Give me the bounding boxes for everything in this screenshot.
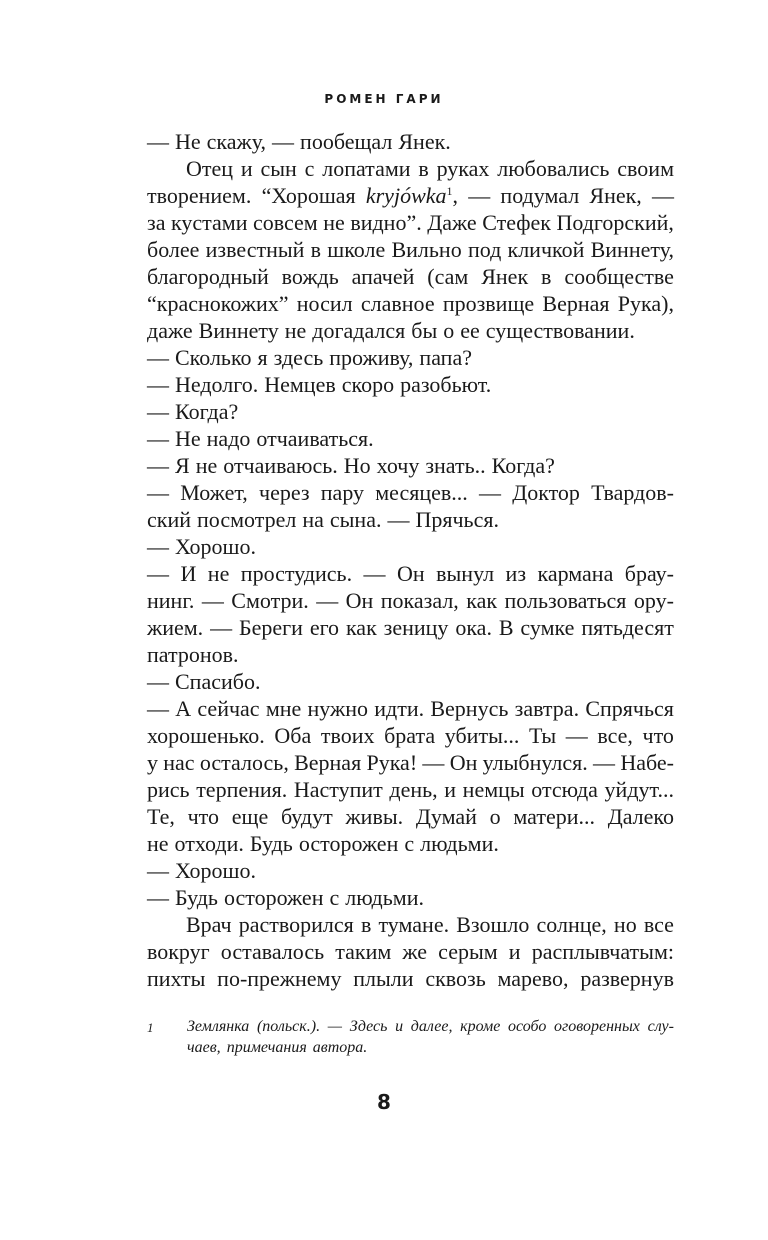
word: Не: [175, 129, 201, 154]
word: не: [195, 453, 218, 478]
word: Твардов-: [591, 480, 674, 505]
body-line: [147, 857, 674, 884]
body-line: [147, 722, 674, 749]
word: хочу: [376, 453, 420, 478]
body-line: [147, 452, 674, 479]
word: —: [210, 615, 233, 640]
word: оставалось: [220, 939, 325, 964]
word: с: [329, 885, 340, 910]
word: кроме: [460, 1018, 501, 1035]
page-number: 8: [377, 1090, 391, 1114]
word: Вильно: [391, 237, 462, 262]
body-line: [147, 398, 674, 425]
word: мне: [265, 696, 302, 721]
body-line: [147, 344, 674, 371]
word: с: [404, 831, 415, 856]
word: Янек,: [589, 183, 642, 208]
word: твоих: [320, 723, 375, 748]
word: Недолго.: [175, 372, 259, 397]
word: Когда?: [175, 399, 239, 424]
word: пользоваться: [504, 588, 627, 613]
word: Стефек: [482, 210, 551, 235]
word: автора.: [312, 1039, 368, 1056]
word: таким: [335, 939, 392, 964]
word: его: [309, 615, 340, 640]
word: тумане.: [378, 912, 450, 937]
word: осторожен: [223, 885, 324, 910]
word: —: [387, 507, 410, 532]
word: показал,: [380, 588, 459, 613]
body-line: [147, 884, 674, 911]
word: Далеко: [607, 804, 674, 829]
word: Даже: [427, 210, 477, 235]
word: Верная: [294, 750, 362, 775]
word: —: [272, 129, 295, 154]
word: Не: [175, 426, 201, 451]
word: И: [180, 561, 197, 586]
word: совсем: [252, 210, 318, 235]
word: из: [505, 561, 527, 586]
word: о: [443, 318, 455, 343]
word: кустами: [170, 210, 248, 235]
word: плыли: [353, 966, 414, 991]
word: в: [360, 912, 372, 937]
word: в: [418, 156, 429, 181]
word: проживу,: [329, 345, 414, 370]
word: —: [147, 885, 169, 910]
word: —: [147, 426, 169, 451]
word: и: [444, 777, 457, 802]
word: особо: [508, 1018, 547, 1035]
footnote-line: [187, 1016, 674, 1037]
word: вокруг: [147, 939, 210, 964]
word: простудись.: [240, 561, 353, 586]
word: и: [240, 156, 253, 181]
word: Но: [343, 453, 371, 478]
word: —: [593, 750, 616, 775]
word: пообещал: [300, 129, 393, 154]
word: Отец: [186, 156, 234, 181]
body-line: [147, 425, 674, 452]
body-line: [147, 614, 674, 641]
word: —: [147, 858, 169, 883]
word: солнце,: [536, 912, 607, 937]
body-line: [147, 776, 674, 803]
word: Набе-: [620, 750, 674, 775]
word: расплывчатым:: [531, 939, 674, 964]
word: и: [395, 1018, 404, 1035]
word: Янек.: [398, 129, 451, 154]
word: брата: [384, 723, 436, 748]
word: творением.: [147, 183, 252, 208]
word: —: [147, 345, 169, 370]
word: известный: [205, 237, 305, 262]
word: —: [147, 399, 169, 424]
word: сумке: [520, 615, 575, 640]
word: под: [467, 237, 502, 262]
word: пару: [320, 480, 365, 505]
word: осторожен: [298, 831, 399, 856]
word: через: [259, 480, 310, 505]
word: разобьют.: [400, 372, 492, 397]
word: не: [323, 210, 345, 235]
word: Наступит: [293, 777, 383, 802]
word: Немцев: [264, 372, 336, 397]
word: как: [466, 588, 498, 613]
word: благородный: [147, 264, 269, 289]
word: отчаиваюсь.: [223, 453, 338, 478]
word: уйдут...: [604, 777, 674, 802]
word: осталось,: [199, 750, 289, 775]
word: кармана: [537, 561, 614, 586]
word: Верная: [542, 291, 610, 316]
word: немцы: [462, 777, 525, 802]
word: Виннету,: [590, 237, 674, 262]
word: оговоренных: [554, 1018, 640, 1035]
word: жием.: [147, 615, 204, 640]
word: что: [642, 723, 674, 748]
word: —: [147, 561, 169, 586]
word: не: [284, 318, 307, 343]
word: видно”.: [350, 210, 422, 235]
word: Оба: [274, 723, 312, 748]
word: Здесь: [349, 1018, 388, 1035]
body-line: [147, 371, 674, 398]
word: школе: [327, 237, 386, 262]
word: матери...: [513, 804, 595, 829]
word: В: [498, 615, 514, 640]
body-line: [147, 560, 674, 587]
word: Подгорский,: [556, 210, 674, 235]
word: Землянка: [187, 1018, 250, 1035]
word: —: [147, 129, 169, 154]
word: ору-: [633, 588, 674, 613]
word: более: [147, 237, 200, 262]
word: Когда?: [491, 453, 555, 478]
word: лопатами: [322, 156, 411, 181]
word: развернув: [580, 966, 674, 991]
word: Хорошо.: [175, 858, 256, 883]
word: Береги: [238, 615, 303, 640]
word: терпения.: [196, 777, 288, 802]
footnote-text: [187, 1016, 674, 1058]
word: Вернусь: [430, 696, 509, 721]
word: о: [489, 804, 501, 829]
word: завтра.: [514, 696, 580, 721]
word: —: [147, 696, 169, 721]
word: и: [508, 939, 521, 964]
body-line: [147, 263, 674, 290]
word: с: [304, 156, 315, 181]
word: Смотри.: [231, 588, 309, 613]
word: (сам: [427, 264, 469, 289]
body-line: [147, 533, 674, 560]
word: по-прежнему: [217, 966, 342, 991]
word: —: [147, 453, 169, 478]
word: существовании.: [485, 318, 635, 343]
word: А: [175, 696, 192, 721]
word: еще: [231, 804, 269, 829]
word: хорошенько.: [147, 723, 265, 748]
word: зеницу: [383, 615, 449, 640]
word: Ты: [528, 723, 557, 748]
word: день,: [389, 777, 438, 802]
footnote-reference: kryjówka$^1$,: [365, 183, 459, 208]
word: Спрячься: [585, 696, 674, 721]
word: Будь: [175, 885, 218, 910]
word: что: [187, 804, 219, 829]
word: здесь: [273, 345, 324, 370]
word: вынул: [436, 561, 495, 586]
body-line: [147, 209, 674, 236]
word: слу-: [647, 1018, 674, 1035]
body-line: [147, 641, 674, 668]
word: догадался: [312, 318, 406, 343]
word: ее: [460, 318, 480, 343]
word: же: [402, 939, 428, 964]
word: убиты...: [444, 723, 520, 748]
word: посмотрел: [197, 507, 297, 532]
word: —: [147, 534, 169, 559]
word: Думай: [415, 804, 477, 829]
word: живы.: [345, 804, 404, 829]
word: Будь: [249, 831, 293, 856]
word: растворился: [238, 912, 354, 937]
word: носил: [296, 291, 353, 316]
word: рись: [147, 777, 190, 802]
word: отчаиваться.: [256, 426, 374, 451]
word: улыбнулся.: [482, 750, 588, 775]
word: Сколько: [175, 345, 252, 370]
body-line: [147, 911, 674, 938]
word: кличкой: [507, 237, 585, 262]
word: отсюда: [531, 777, 598, 802]
word: своим: [617, 156, 674, 181]
word: Виннету: [198, 318, 279, 343]
body-text: [147, 128, 674, 992]
word: —: [565, 723, 588, 748]
word: людьми.: [420, 831, 499, 856]
word: нас: [163, 750, 195, 775]
body-line: [147, 668, 674, 695]
body-line: [147, 182, 674, 209]
word: —: [363, 561, 386, 586]
word: прозвище: [442, 291, 535, 316]
word: пятьдесят: [581, 615, 674, 640]
word: но: [613, 912, 637, 937]
word: чаев,: [187, 1039, 221, 1056]
word: Он: [345, 588, 374, 613]
body-line: [147, 803, 674, 830]
word: “Хорошая: [261, 183, 356, 208]
body-line: [147, 155, 674, 182]
word: Может,: [180, 480, 248, 505]
word: сейчас: [197, 696, 260, 721]
body-line: [147, 290, 674, 317]
word: даже: [147, 318, 193, 343]
word: патронов.: [147, 642, 239, 667]
word: за: [147, 210, 166, 235]
word: все: [643, 912, 674, 937]
word: Доктор: [512, 480, 580, 505]
word: пихты: [147, 966, 206, 991]
footnote-marker: 1: [147, 1020, 154, 1035]
word: будут: [280, 804, 333, 829]
body-line: [147, 695, 674, 722]
word: ока.: [455, 615, 492, 640]
word: ский: [147, 507, 191, 532]
word: идти.: [374, 696, 425, 721]
word: Врач: [186, 912, 232, 937]
word: Янек: [481, 264, 529, 289]
word: Он: [397, 561, 425, 586]
word: сквозь: [425, 966, 486, 991]
word: —: [422, 750, 445, 775]
word: —: [478, 480, 501, 505]
footnote-line: [187, 1037, 674, 1058]
running-header: РОМЕН ГАРИ: [324, 92, 444, 106]
word: Рука!: [366, 750, 418, 775]
word: на: [302, 507, 324, 532]
word: скажу,: [206, 129, 267, 154]
body-line: [147, 128, 674, 155]
word: “краснокожих”: [147, 291, 289, 316]
word: (польск.).: [256, 1018, 321, 1035]
word: любовались: [497, 156, 610, 181]
body-line: [147, 317, 674, 344]
word: скоро: [341, 372, 395, 397]
word: примечания: [226, 1039, 307, 1056]
word: Хорошо.: [175, 534, 256, 559]
body-line: [147, 506, 674, 533]
body-line: [147, 749, 674, 776]
word: славное: [360, 291, 435, 316]
word: —: [327, 1018, 342, 1035]
word: Взошло: [456, 912, 530, 937]
word: нинг.: [147, 588, 195, 613]
word: —: [652, 183, 674, 208]
body-line: [147, 965, 674, 992]
body-line: [147, 938, 674, 965]
word: не: [207, 561, 230, 586]
word: сын: [260, 156, 297, 181]
word: нужно: [307, 696, 368, 721]
word: —: [316, 588, 339, 613]
word: знать..: [425, 453, 486, 478]
word: далее,: [410, 1018, 453, 1035]
word: —: [147, 480, 169, 505]
body-line: [147, 236, 674, 263]
word: марево,: [497, 966, 569, 991]
word: вождь: [281, 264, 339, 289]
word: сообществе: [564, 264, 674, 289]
word: все,: [597, 723, 633, 748]
word: я: [257, 345, 268, 370]
word: Он: [449, 750, 478, 775]
word: Рука),: [617, 291, 674, 316]
word: сына.: [329, 507, 382, 532]
word: отходи.: [174, 831, 244, 856]
word: апачей: [351, 264, 415, 289]
word: Спасибо.: [175, 669, 261, 694]
word: Я: [175, 453, 190, 478]
word: надо: [206, 426, 251, 451]
word: брау-: [624, 561, 674, 586]
word: у: [147, 750, 158, 775]
word: людьми.: [345, 885, 424, 910]
word: —: [468, 183, 491, 208]
word: в: [310, 237, 322, 262]
body-line: [147, 587, 674, 614]
body-line: [147, 479, 674, 506]
body-line: [147, 830, 674, 857]
word: Те,: [147, 804, 175, 829]
word: месяцев...: [375, 480, 468, 505]
word: серым: [438, 939, 498, 964]
word: —: [147, 372, 169, 397]
word: —: [147, 669, 169, 694]
word: не: [147, 831, 169, 856]
word: руках: [436, 156, 490, 181]
word: подумал: [500, 183, 580, 208]
word: как: [345, 615, 377, 640]
word: Прячься.: [415, 507, 499, 532]
word: бы: [411, 318, 438, 343]
word: папа?: [419, 345, 472, 370]
word: —: [201, 588, 224, 613]
word: в: [541, 264, 552, 289]
